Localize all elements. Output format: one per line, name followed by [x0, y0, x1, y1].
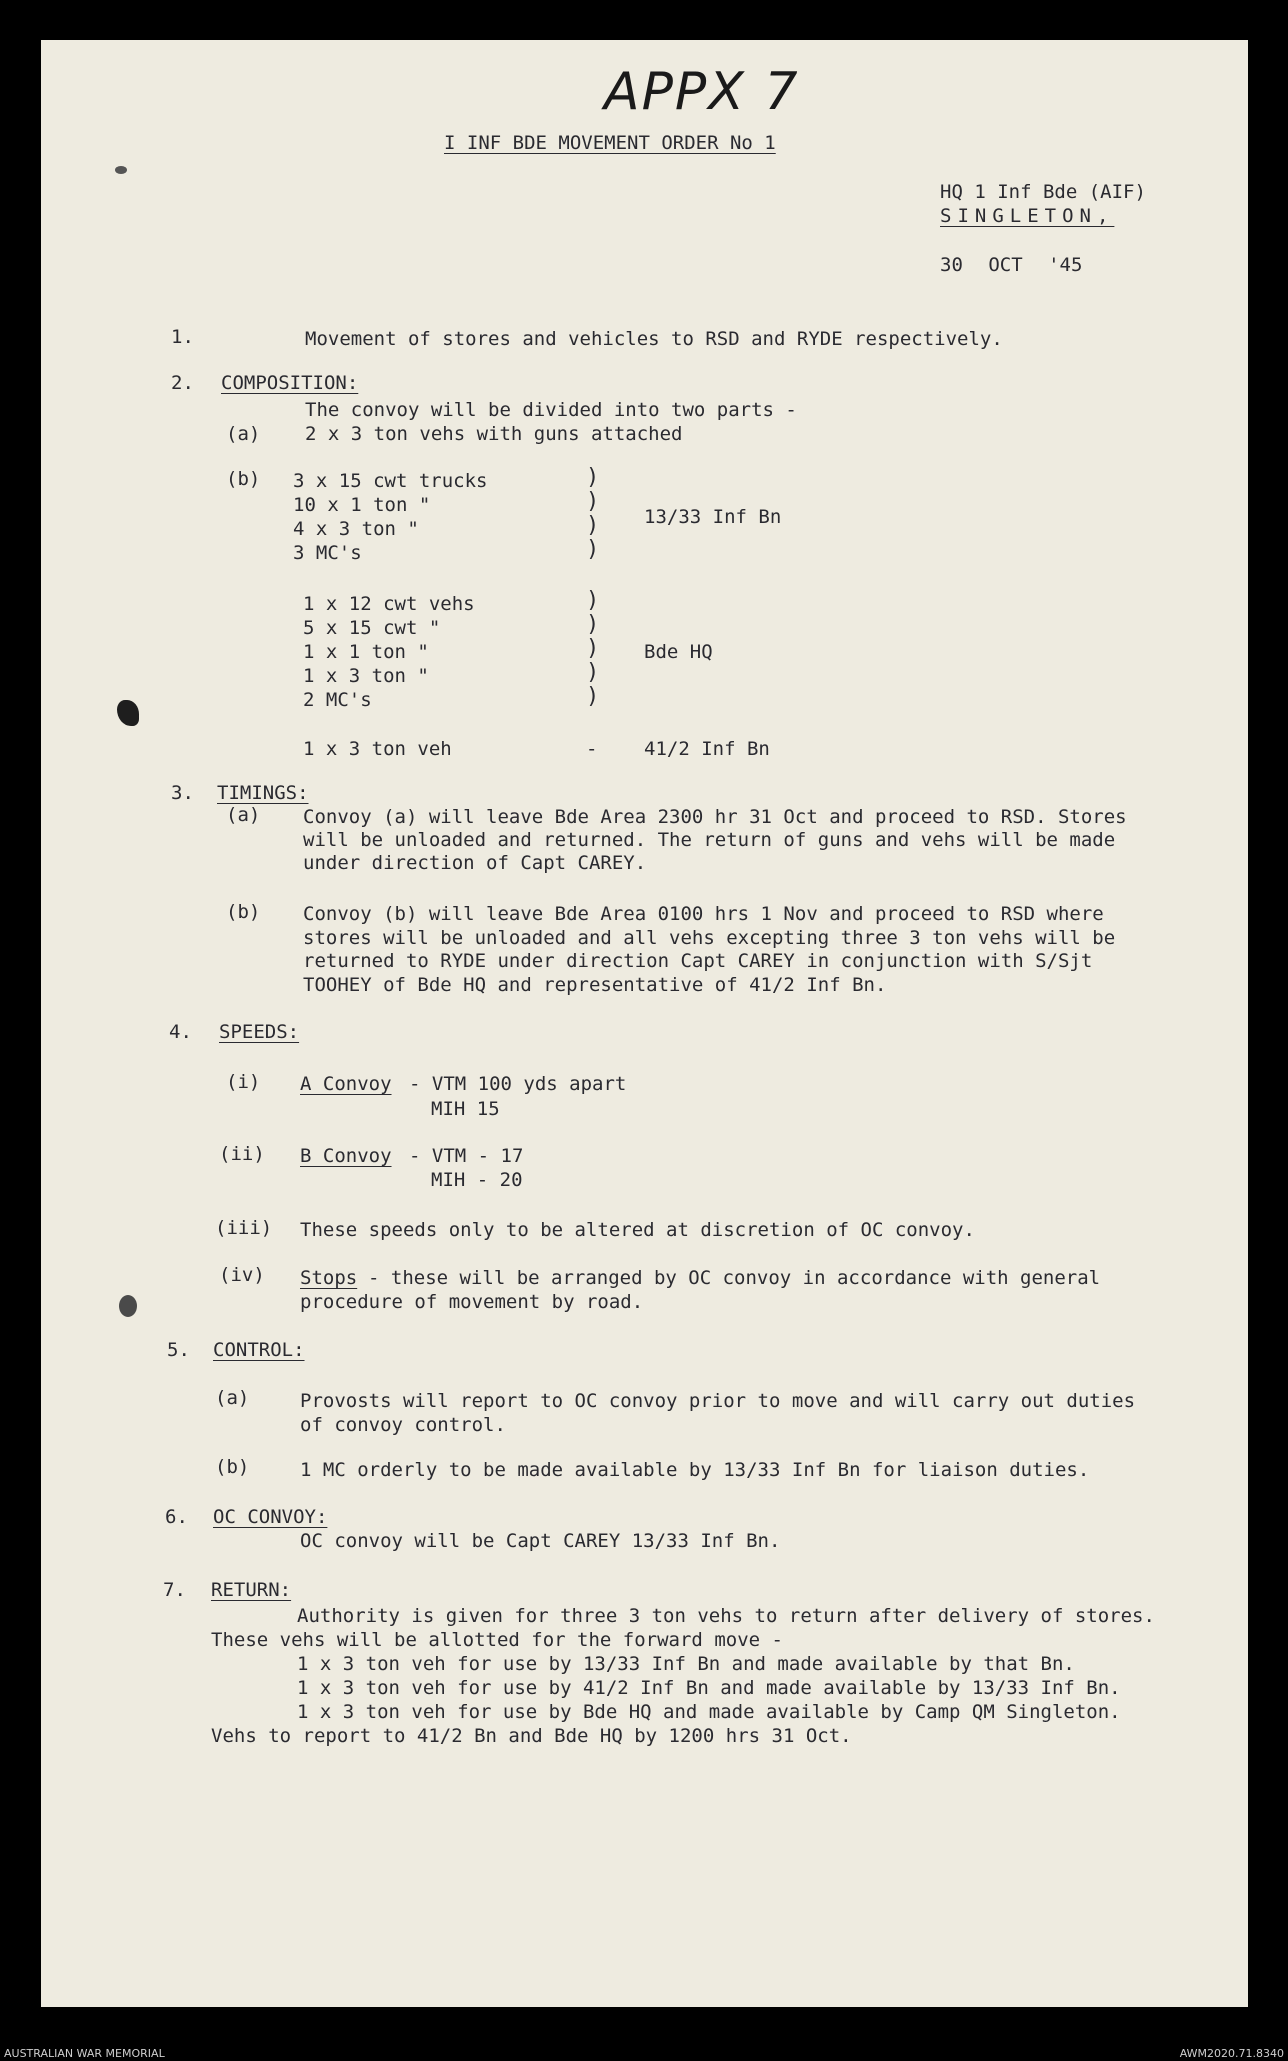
- para-3-heading: TIMINGS:: [217, 782, 309, 804]
- para-3a-line: will be unloaded and returned. The return of guns and vehs will be made: [303, 829, 1116, 851]
- footer-credit: AUSTRALIAN WAR MEMORIAL: [4, 2047, 165, 2060]
- group1-brace: ) ) ) ): [586, 465, 600, 562]
- ink-spot: [115, 166, 127, 174]
- para-7-line: Vehs to report to 41/2 Bn and Bde HQ by 1200 hrs 31 Oct.: [211, 1725, 852, 1747]
- para-4-heading: SPEEDS:: [219, 1021, 300, 1043]
- punch-hole-blot: [119, 1295, 137, 1317]
- group2-line: 1 x 3 ton ": [303, 665, 429, 687]
- para-7-heading: RETURN:: [211, 1579, 292, 1601]
- para-2a-label: (a): [226, 423, 261, 445]
- address-unit: HQ 1 Inf Bde (AIF): [940, 181, 1146, 203]
- para-5a-label: (a): [215, 1387, 250, 1409]
- para-2-heading: COMPOSITION:: [221, 372, 359, 394]
- para-7-line: 1 x 3 ton veh for use by 13/33 Inf Bn and made available by that Bn.: [297, 1653, 1075, 1675]
- group1-line: 4 x 3 ton ": [293, 518, 419, 540]
- b-convoy-mih: MIH - 20: [431, 1169, 523, 1191]
- para-4iv-line2: procedure of movement by road.: [300, 1291, 644, 1313]
- group2-line: 2 MC's: [303, 689, 372, 711]
- address-location: SINGLETON,: [940, 205, 1115, 227]
- a-convoy-mih: MIH 15: [431, 1098, 500, 1120]
- para-3b-line: returned to RYDE under direction Capt CAREY in conjunction with S/Sjt: [303, 950, 1093, 972]
- para-3a-label: (a): [226, 804, 261, 826]
- document-date: 30 OCT '45: [940, 254, 1083, 276]
- para-5a-line: of convoy control.: [300, 1414, 506, 1436]
- b-convoy-vtm: - VTM - 17: [409, 1145, 524, 1167]
- para-3a-line: under direction of Capt CAREY.: [303, 852, 647, 874]
- para-1-number: 1.: [171, 326, 194, 348]
- group3-unit: 41/2 Inf Bn: [644, 738, 770, 760]
- punch-hole-blot: [117, 700, 139, 726]
- group2-unit: Bde HQ: [644, 641, 713, 663]
- para-7-line: Authority is given for three 3 ton vehs to return after delivery of stores.: [297, 1605, 1155, 1627]
- stops-label: Stops: [300, 1267, 358, 1289]
- group1-line: 3 x 15 cwt trucks: [293, 470, 488, 492]
- para-2a-text: 2 x 3 ton vehs with guns attached: [305, 423, 683, 445]
- a-convoy-label: A Convoy: [300, 1073, 392, 1095]
- para-7-number: 7.: [163, 1579, 186, 1601]
- para-5b-label: (b): [215, 1456, 250, 1478]
- group2-line: 1 x 12 cwt vehs: [303, 593, 475, 615]
- para-6-heading: OC CONVOY:: [213, 1506, 328, 1528]
- para-7-line: These vehs will be allotted for the forward move -: [211, 1629, 783, 1651]
- para-4iv-line1: - these will be arranged by OC convoy in accordance with general: [368, 1267, 1101, 1289]
- para-5-number: 5.: [167, 1339, 190, 1361]
- para-7-line: 1 x 3 ton veh for use by 41/2 Inf Bn and made available by 13/33 Inf Bn.: [297, 1677, 1121, 1699]
- para-2b-label: (b): [226, 468, 261, 490]
- footer-accession-number: AWM2020.71.8340: [1179, 2047, 1284, 2060]
- b-convoy-label: B Convoy: [300, 1145, 392, 1167]
- para-6-number: 6.: [165, 1506, 188, 1528]
- para-5a-line: Provosts will report to OC convoy prior to move and will carry out duties: [300, 1390, 1136, 1412]
- group1-line: 3 MC's: [293, 542, 362, 564]
- para-3b-line: TOOHEY of Bde HQ and representative of 41/2 Inf Bn.: [303, 974, 887, 996]
- a-convoy-vtm: - VTM 100 yds apart: [409, 1073, 627, 1095]
- document-title: I INF BDE MOVEMENT ORDER No 1: [444, 132, 776, 154]
- para-3a-line: Convoy (a) will leave Bde Area 2300 hr 31 Oct and proceed to RSD. Stores: [303, 806, 1127, 828]
- para-4-number: 4.: [169, 1021, 192, 1043]
- para-4iii-label: (iii): [215, 1217, 273, 1239]
- group2-brace: ) ) ) ) ): [586, 588, 600, 709]
- para-5-heading: CONTROL:: [213, 1339, 305, 1361]
- para-1-text: Movement of stores and vehicles to RSD and RYDE respectively.: [305, 328, 1003, 350]
- para-4iii-text: These speeds only to be altered at discretion of OC convoy.: [300, 1219, 975, 1241]
- para-5b-text: 1 MC orderly to be made available by 13/33 Inf Bn for liaison duties.: [300, 1459, 1090, 1481]
- para-4i-label: (i): [226, 1071, 261, 1093]
- document-page: [41, 40, 1248, 2007]
- para-7-line: 1 x 3 ton veh for use by Bde HQ and made available by Camp QM Singleton.: [297, 1701, 1121, 1723]
- para-6-text: OC convoy will be Capt CAREY 13/33 Inf Bn.: [300, 1530, 781, 1552]
- group2-line: 5 x 15 cwt ": [303, 617, 441, 639]
- para-4iv-label: (iv): [219, 1264, 265, 1286]
- para-3b-line: stores will be unloaded and all vehs excepting three 3 ton vehs will be: [303, 927, 1116, 949]
- para-2-intro: The convoy will be divided into two parts -: [305, 399, 797, 421]
- group3-dash: -: [586, 738, 598, 760]
- handwritten-appendix-label: APPX 7: [604, 62, 800, 122]
- para-4ii-label: (ii): [219, 1143, 265, 1165]
- group2-line: 1 x 1 ton ": [303, 641, 429, 663]
- para-2-number: 2.: [171, 372, 194, 394]
- group1-line: 10 x 1 ton ": [293, 494, 431, 516]
- para-3b-line: Convoy (b) will leave Bde Area 0100 hrs 1 Nov and proceed to RSD where: [303, 903, 1104, 925]
- para-3-number: 3.: [171, 782, 194, 804]
- group3-line: 1 x 3 ton veh: [303, 738, 452, 760]
- group1-unit: 13/33 Inf Bn: [644, 506, 782, 528]
- para-3b-label: (b): [226, 901, 261, 923]
